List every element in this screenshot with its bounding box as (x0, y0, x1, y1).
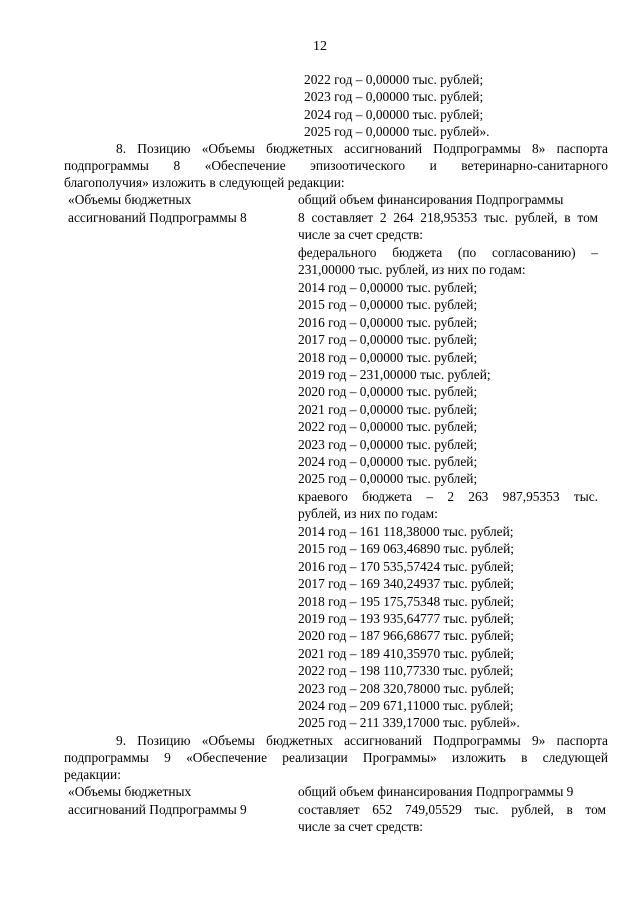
year-line: 2025 год – 0,00000 тыс. рублей; (298, 471, 478, 487)
year-line: 2019 год – 193 935,64777 тыс. рублей; (298, 611, 515, 627)
year-line: 2023 год – 208 320,78000 тыс. рублей; (298, 680, 515, 696)
year-line: 2015 год – 0,00000 тыс. рублей; (298, 297, 478, 313)
page-number: 12 (313, 39, 327, 54)
year-line: 2019 год – 231,00000 тыс. рублей; (298, 367, 491, 383)
item8-regional-line1: краевого бюджета – 2 263 987,95353 тыс. (298, 489, 598, 504)
item9-left-label-line1: «Объемы бюджетных (68, 784, 192, 799)
year-line: 2017 год – 0,00000 тыс. рублей; (298, 332, 478, 348)
item8-left-label-line2: ассигнований Подпрограммы 8 (68, 210, 247, 225)
item9-paragraph-line1: 9. Позицию «Объемы бюджетных ассигнований Подпрограммы 9» паспорта (116, 733, 608, 748)
item9-paragraph-line2: подпрограммы 9 «Обеспечение реализации Программы» изложить в следующей (64, 750, 608, 765)
year-line: 2016 год – 0,00000 тыс. рублей; (298, 314, 478, 330)
year-line: 2020 год – 187 966,68677 тыс. рублей; (298, 628, 515, 644)
year-line: 2015 год – 169 063,46890 тыс. рублей; (298, 541, 515, 557)
item8-right-line3: числе за счет средств: (298, 227, 424, 242)
item8-regional-years (298, 523, 520, 732)
item8-right-line2: 8 составляет 2 264 218,95353 тыс. рублей, в том (298, 210, 598, 225)
year-line: 2018 год – 195 175,75348 тыс. рублей; (298, 593, 515, 609)
year-line: 2018 год – 0,00000 тыс. рублей; (298, 349, 478, 365)
year-line: 2025 год – 211 339,17000 тыс. рублей». (298, 715, 520, 731)
year-line: 2024 год – 0,00000 тыс. рублей; (304, 106, 484, 122)
item8-federal-years (298, 279, 491, 488)
item8-paragraph-line2: подпрограммы 8 «Обеспечение эпизоотического и ветеринарно-санитарного (64, 158, 608, 173)
year-line: 2021 год – 0,00000 тыс. рублей; (298, 401, 478, 417)
year-line: 2024 год – 0,00000 тыс. рублей; (298, 454, 478, 470)
year-line: 2023 год – 0,00000 тыс. рублей; (298, 436, 478, 452)
item8-paragraph-line3: благополучия» изложить в следующей редакции: (64, 175, 345, 190)
year-line: 2024 год – 209 671,11000 тыс. рублей; (298, 698, 514, 714)
year-line: 2020 год – 0,00000 тыс. рублей; (298, 384, 478, 400)
year-line: 2021 год – 189 410,35970 тыс. рублей; (298, 645, 515, 661)
year-line: 2025 год – 0,00000 тыс. рублей». (304, 124, 490, 140)
item9-right-line2: составляет 652 749,05529 тыс. рублей, в том (298, 802, 606, 817)
year-line: 2022 год – 0,00000 тыс. рублей; (304, 72, 484, 87)
year-line: 2022 год – 198 110,77330 тыс. рублей; (298, 663, 514, 679)
year-line: 2017 год – 169 340,24937 тыс. рублей; (298, 576, 515, 592)
item8-federal-line1: федерального бюджета (по согласованию) – (298, 245, 598, 260)
item8-paragraph-line1: 8. Позицию «Объемы бюджетных ассигнований Подпрограммы 8» паспорта (116, 141, 608, 156)
year-line: 2016 год – 170 535,57424 тыс. рублей; (298, 558, 515, 574)
item8-right-line1: общий объем финансирования Подпрограммы (298, 192, 564, 207)
year-line: 2022 год – 0,00000 тыс. рублей; (298, 419, 478, 435)
top-year-list (304, 71, 490, 141)
year-line: 2023 год – 0,00000 тыс. рублей; (304, 89, 484, 105)
item9-paragraph-line3: редакции: (64, 767, 121, 782)
item9-right-line1: общий объем финансирования Подпрограммы 9 (298, 784, 574, 799)
year-line: 2014 год – 0,00000 тыс. рублей; (298, 280, 478, 295)
year-line: 2014 год – 161 118,38000 тыс. рублей; (298, 524, 514, 539)
item9-left-label-line2: ассигнований Подпрограммы 9 (68, 802, 247, 817)
item8-regional-line2: рублей, из них по годам: (298, 506, 438, 521)
item9-right-line3: числе за счет средств: (298, 819, 424, 834)
item8-federal-line2: 231,00000 тыс. рублей, из них по годам: (298, 262, 526, 277)
item8-left-label-line1: «Объемы бюджетных (68, 192, 192, 207)
